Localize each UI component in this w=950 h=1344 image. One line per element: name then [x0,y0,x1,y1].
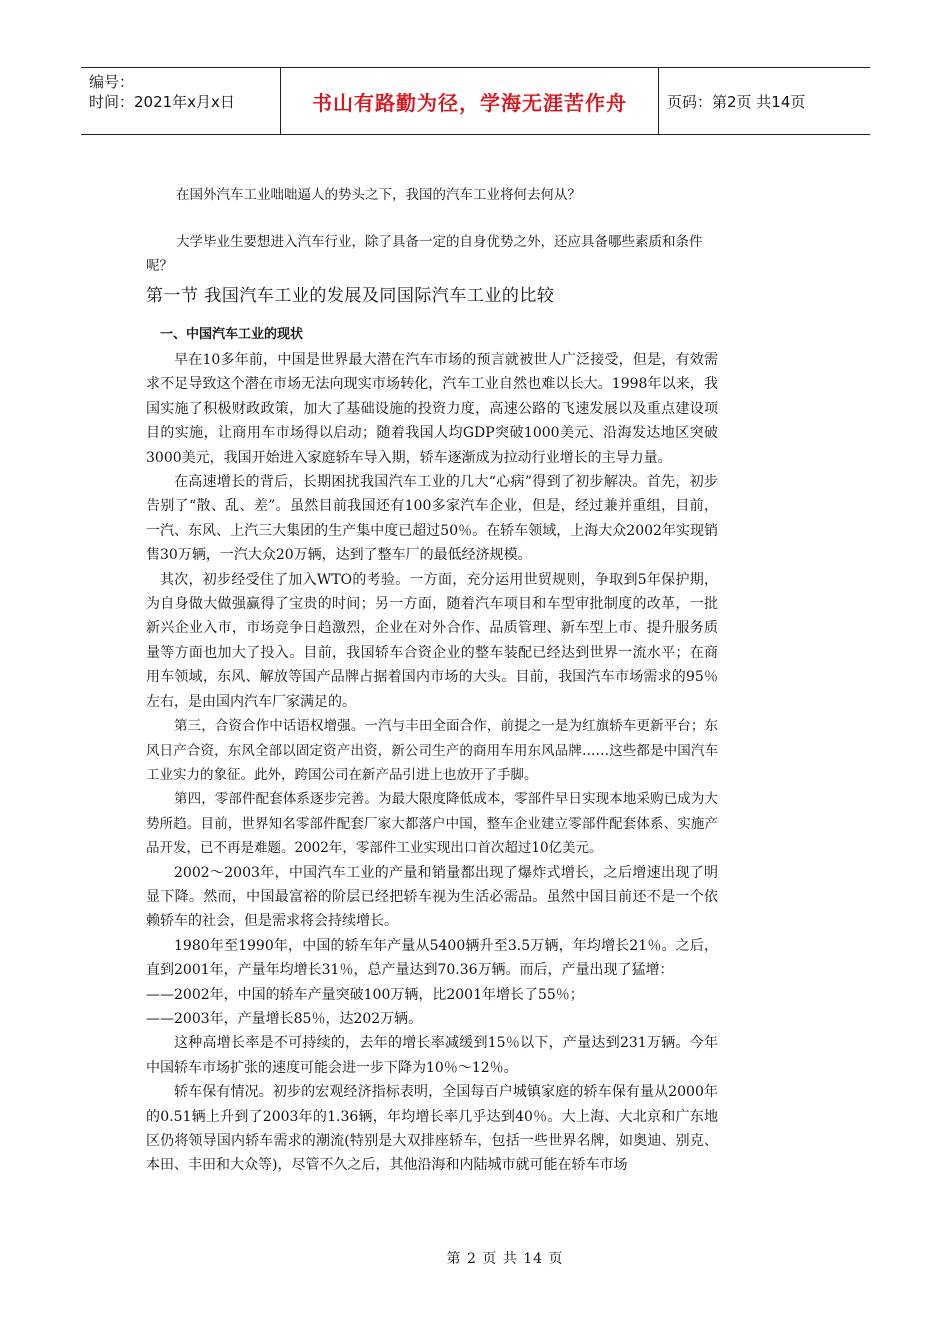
header-page-info: 页码：第2页 共14页 [667,92,806,111]
document-date: 时间：2021年x月x日 [89,93,235,111]
subsection-title: 一、中国汽车工业的现状 [160,327,304,342]
page-footer: 第 2 页 共 14 页 [446,1251,564,1267]
paragraph: 早在10多年前，中国是世界最大潜在汽车市场的预言就被世人广泛接受，但是，有效需求不足导致这个潜在市场无法向现实市场转化，汽车工业自然也难以长大。1998年以来，我国实施了积极财政政策，加大了基础设施的投资力度，高速公路的飞速发展以及重点建设项目的实施，让商用车市场得以启动；随着我国人均GDP突破1000美元、沿海发达地区突破3000美元，我国开始进入家庭轿车导入期，轿车逐渐成为拉动行业增长的主导力量。 [146,352,718,466]
paragraph: ——2003年，产量增长85％，达202万辆。 [146,1010,423,1027]
header-motto: 书山有路勤为径，学海无涯苦作舟 [281,68,659,134]
document-body [146,183,718,1178]
paragraph: 这种高增长率是不可持续的，去年的增长率减缓到15％以下，产量达到231万辆。今年中国轿车市场扩张的速度可能会进一步下降为10％～12％。 [146,1035,718,1076]
paragraph: 1980年至1990年，中国的轿车年产量从5400辆升至3.5万辆，年均增长21％。之后，直到2001年，产量年均增长31％，总产量达到70.36万辆。而后，产量出现了猛增： [146,937,718,979]
paragraph: ——2002年，中国的轿车产量突破100万辆，比2001年增长了55％； [146,986,584,1003]
paragraph: 轿车保有情况。初步的宏观经济指标表明，全国每百户城镇家庭的轿车保有量从2000年的0.51辆上升到了2003年的1.36辆，年均增长率几乎达到40％。大上海、大北京和广东地区仍将领导国内轿车需求的潮流(特别是大双排座轿车，包括一些世界名牌，如奥迪、别克、本田、丰田和大众等)，尽管不久之后，其他沿海和内陆城市就可能在轿车市场 [146,1084,718,1174]
paragraph: 2002～2003年，中国汽车工业的产量和销量都出现了爆炸式增长，之后增速出现了明显下降。然而，中国最富裕的阶层已经把轿车视为生活必需品。虽然中国目前还不是一个依赖轿车的社会，但是需求将会持续增长。 [146,864,718,930]
section-title: 第一节 我国汽车工业的发展及同国际汽车工业的比较 [146,286,555,306]
document-number-label: 编号： [89,73,135,91]
intro-question-1: 在国外汽车工业咄咄逼人的势头之下，我国的汽车工业将何去何从？ [176,187,581,203]
paragraph: 第三，合资合作中话语权增强。一汽与丰田全面合作，前提之一是为红旗轿车更新平台；东风日产合资，东风全部以固定资产出资，新公司生产的商用车用东风品牌……这些都是中国汽车工业实力的象征。此外，跨国公司在新产品引进上也放开了手脚。 [146,718,718,783]
document-header [81,67,870,135]
header-meta [81,68,281,134]
intro-question-2: 大学毕业生要想进入汽车行业，除了具备一定的自身优势之外，还应具备哪些素质和条件呢？ [146,234,703,274]
paragraph: 在高速增长的背后，长期困扰我国汽车工业的几大“心病”得到了初步解决。首先，初步告别了“散、乱、差”。虽然目前我国还有100多家汽车企业，但是，经过兼并重组，目前，一汽、东风、上汽三大集团的生产集中度已超过50％。在轿车领域，上海大众2002年实现销售30万辆，一汽大众20万辆，达到了整车厂的最低经济规模。 [146,474,718,564]
paragraph: 其次，初步经受住了加入WTO的考验。一方面，充分运用世贸规则，争取到5年保护期，为自身做大做强赢得了宝贵的时间；另一方面，随着汽车项目和车型审批制度的改革，一批新兴企业入市，市场竞争日趋激烈，企业在对外合作、品质管理、新车型上市、提升服务质量等方面也加大了投入。目前，我国轿车合资企业的整车装配已经达到世界一流水平；在商用车领域，东风、解放等国产品牌占据着国内市场的大头。目前，我国汽车市场需求的95％左右，是由国内汽车厂家满足的。 [146,571,718,710]
paragraph: 第四，零部件配套体系逐步完善。为最大限度降低成本，零部件早日实现本地采购已成为大势所趋。目前，世界知名零部件配套厂家大都落户中国，整车企业建立零部件配套体系、实施产品开发，已不再是难题。2002年，零部件工业实现出口首次超过10亿美元。 [146,791,718,857]
